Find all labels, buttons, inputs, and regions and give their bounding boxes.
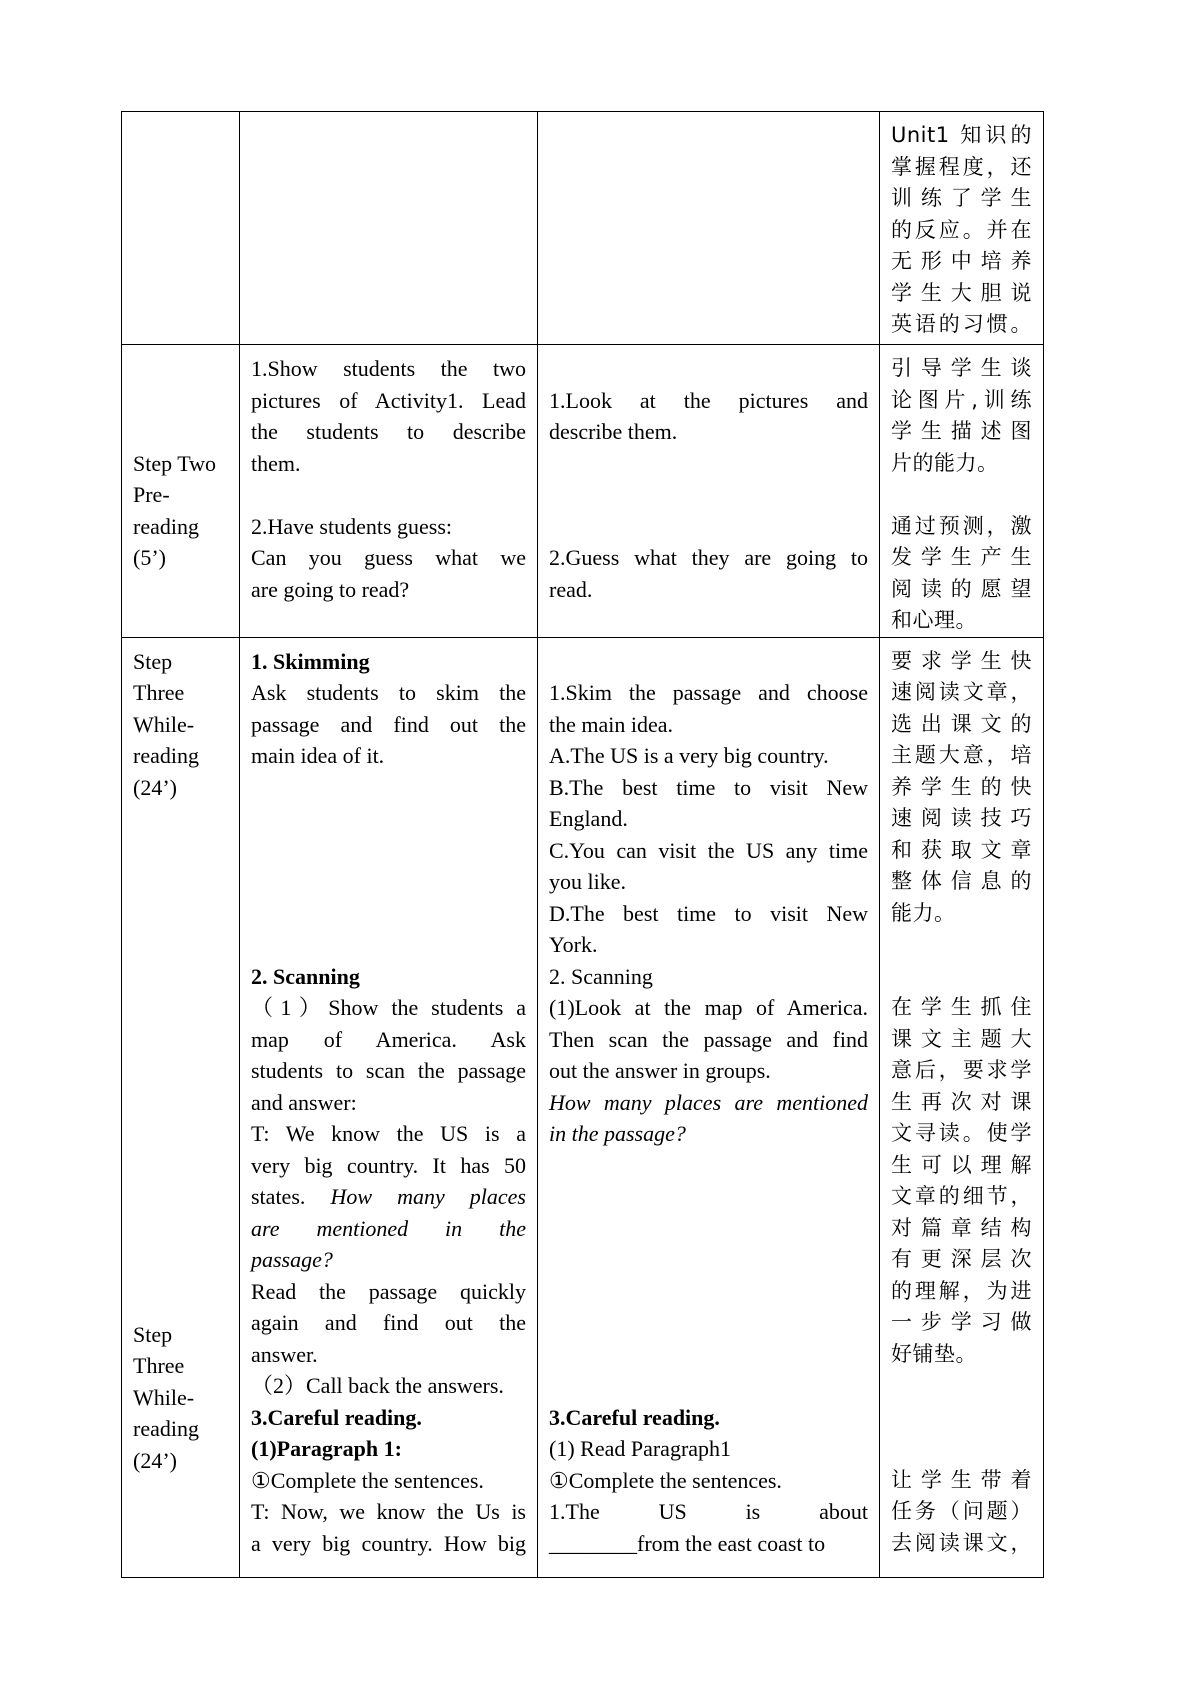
teacher-line: and answer: [251,1089,357,1115]
section-heading: 2. Scanning [251,963,360,989]
teacher-activity-cell [240,637,538,1578]
purpose-line: 去阅读课文， [891,1530,1032,1555]
teacher-line: a very big country. How big [251,1530,526,1556]
student-line: the main idea. [549,711,674,737]
teacher-line [251,1181,526,1213]
purpose-line: 养学生的快 [891,774,1032,799]
question-line: How many places are mentioned [549,1089,868,1115]
teacher-line: T: We know the US is a [251,1121,526,1146]
section-heading: 3.Careful reading. [549,1404,720,1430]
purpose-line: 好铺垫。 [891,1341,977,1366]
purpose-line: 学生大胆说 [891,280,1032,305]
student-activity-cell [538,112,880,345]
teacher-line: Can you guess what we [251,545,526,570]
section-heading: 1. Skimming [251,648,370,674]
section-heading: (1)Paragraph 1: [251,1436,402,1461]
purpose-line: 整体信息的 [891,869,1032,893]
purpose-line: 引导学生谈 [891,356,1032,380]
teacher-line: very big country. It has 50 [251,1152,526,1178]
purpose-cell [880,112,1044,345]
student-line: York. [549,932,598,957]
student-line: 1.Look at the pictures and [549,387,868,413]
purpose-line: 一步学习做 [891,1310,1032,1334]
step-label: Pre- [133,482,170,507]
section-heading: 2. Scanning [549,963,653,989]
teacher-line: （1）Show the students a [251,995,526,1020]
purpose-line: 的理解，为进 [891,1278,1032,1303]
student-line: (1) Read Paragraph1 [549,1436,732,1461]
purpose-line: 训练了学生 [891,186,1032,210]
teacher-text: states. [251,1184,306,1209]
purpose-line: 阅读的愿望 [891,576,1032,601]
step-cell [122,112,240,345]
student-line: A.The US is a very big country. [549,743,829,768]
student-line: ①Complete the sentences. [549,1467,782,1493]
student-line: 1.Skim the passage and choose [549,680,868,705]
question-line: passage? [251,1247,333,1272]
question-line: are mentioned in the [251,1215,526,1241]
teacher-line: students to scan the passage [251,1058,526,1083]
student-line: out the answer in groups. [549,1058,771,1083]
teacher-line: them. [251,450,301,476]
step-label: Step [133,1321,173,1347]
student-line: ________from the east coast to [549,1530,826,1556]
purpose-line: 任务（问题） [891,1499,1032,1523]
teacher-line: passage and find out the [251,711,526,737]
purpose-line: 对篇章结构 [891,1215,1032,1240]
step-cell [122,345,240,638]
purpose-line: 无形中培养 [891,249,1032,273]
step-label: reading [133,743,199,768]
step-cell [122,637,240,1578]
student-activity-cell [538,637,880,1578]
purpose-line: 学生描述图 [891,419,1032,443]
teacher-activity-cell [240,345,538,638]
purpose-line: 掌握程度，还 [891,154,1032,179]
purpose-line: 要求学生快 [891,648,1032,673]
teacher-line: are going to read? [251,576,410,602]
question-line: in the passage? [549,1121,686,1146]
teacher-line: Ask students to skim the [251,680,526,705]
purpose-line: 文寻读。使学 [891,1121,1032,1145]
question-text: How many places [330,1184,526,1209]
purpose-line: 课文主题大 [891,1026,1032,1051]
teacher-line: （2）Call back the answers. [251,1373,504,1398]
purpose-line: 英语的习惯。 [891,312,1032,336]
purpose-line: 片的能力。 [891,450,999,475]
teacher-line: again and find out the [251,1310,526,1335]
purpose-cell [880,637,1044,1578]
student-line: B.The best time to visit New [549,774,868,800]
purpose-line: 论图片,训练 [891,387,1032,412]
step-label: (24’) [133,774,177,800]
teacher-line: T: Now, we know the Us is [251,1499,526,1524]
purpose-line: 能力。 [891,900,956,925]
table-row [122,112,1044,345]
step-label: Step Two [133,450,217,476]
purpose-line: 通过预测，激 [891,513,1032,538]
purpose-line: 速阅读技巧 [891,806,1032,830]
student-line: you like. [549,869,626,894]
step-label: reading [133,513,199,539]
purpose-line: 在学生抓住 [891,995,1032,1019]
step-label: reading [133,1416,199,1441]
step-label: (24’) [133,1447,177,1473]
purpose-cell [880,345,1044,638]
student-line: Then scan the passage and find [549,1026,868,1052]
purpose-line: 生可以理解 [891,1152,1032,1177]
table-row [122,345,1044,638]
purpose-line: 有更深层次 [891,1247,1032,1271]
purpose-line: 的反应。并在 [891,217,1032,242]
teacher-line: Read the passage quickly [251,1278,526,1304]
purpose-line: Unit1 知识的 [891,123,1032,147]
teacher-line: the students to describe [251,419,526,444]
section-heading: 3.Careful reading. [251,1404,422,1430]
teacher-line: answer. [251,1341,318,1367]
purpose-line: 意后，要求学 [891,1058,1032,1082]
step-label: (5’) [133,545,166,570]
teacher-line: ①Complete the sentences. [251,1467,484,1493]
teacher-activity-cell [240,112,538,345]
purpose-line: 主题大意，培 [891,743,1032,767]
step-label: Three [133,680,185,705]
purpose-line: 选出课文的 [891,711,1032,736]
purpose-line: 文章的细节， [891,1184,1032,1208]
teacher-line: map of America. Ask [251,1026,526,1052]
lesson-plan-table [121,111,1044,1578]
step-label: Step [133,648,173,674]
student-activity-cell [538,345,880,638]
table-row [122,637,1044,1578]
step-label: While- [133,1384,195,1410]
student-line: read. [549,576,593,602]
purpose-line: 和获取文章 [891,837,1032,862]
teacher-line: 2.Have students guess: [251,513,453,539]
student-line: (1)Look at the map of America. [549,995,868,1020]
student-line: 1.The US is about [549,1499,868,1524]
student-line: England. [549,806,628,831]
purpose-line: 发学生产生 [891,545,1032,569]
purpose-line: 让学生带着 [891,1467,1032,1492]
purpose-line: 和心理。 [891,608,977,632]
purpose-line: 生再次对课 [891,1089,1032,1114]
teacher-line: main idea of it. [251,743,385,768]
step-label: While- [133,711,195,737]
step-label: Three [133,1353,185,1378]
student-line: describe them. [549,419,678,444]
purpose-line: 速阅读文章， [891,680,1032,704]
teacher-line: 1.Show students the two [251,356,526,381]
student-line: 2.Guess what they are going to [549,545,868,570]
teacher-line: pictures of Activity1. Lead [251,387,526,413]
student-line: D.The best time to visit New [549,900,868,926]
student-line: C.You can visit the US any time [549,837,868,863]
